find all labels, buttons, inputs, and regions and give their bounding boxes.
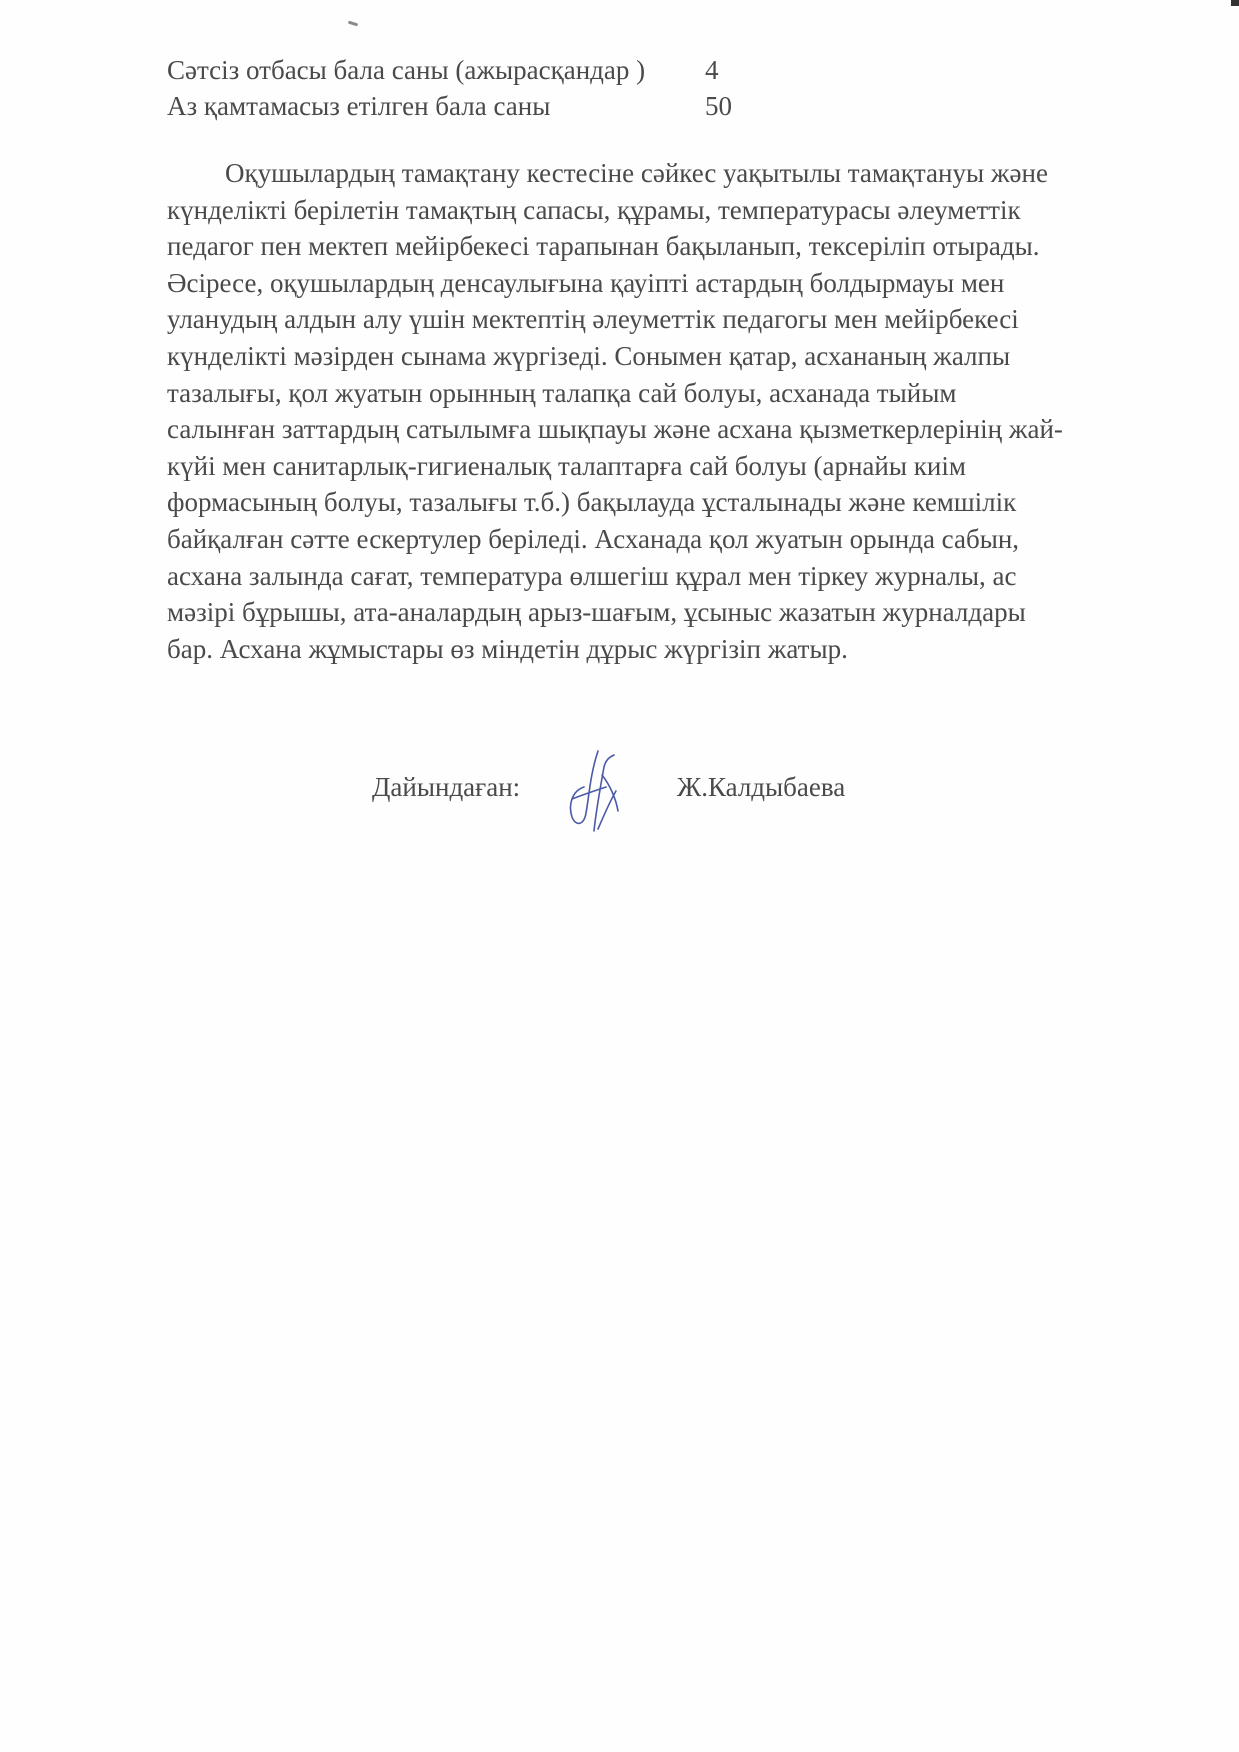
handwritten-signature-icon (554, 739, 634, 839)
author-name: Ж.Калдыбаева (677, 772, 846, 802)
paragraph-line: Әсіресе, оқушылардың денсаулығына қауіпті астардың болдырмауы мен (167, 267, 1005, 298)
paragraph-line: күнделікті мәзірден сынама жүргізеді. Сонымен қатар, асхананың жалпы (167, 340, 1011, 371)
paragraph-line: күнделікті берілетін тамақтың сапасы, құрамы, температурасы әлеуметтік (167, 194, 1021, 225)
paragraph-line: асхана залында сағат, температура өлшегіш құрал мен тіркеу журналы, ас (167, 560, 1017, 591)
stat-label: Сәтсіз отбасы бала саны (ажырасқандар ) (167, 55, 646, 85)
body-paragraph (167, 155, 1147, 667)
scan-artifact (348, 21, 358, 27)
paragraph-line: Оқушылардың тамақтану кестесіне сәйкес уақытылы тамақтануы және (225, 158, 1048, 188)
stat-value: 4 (705, 55, 719, 85)
prepared-by-label: Дайындаған: (372, 772, 521, 802)
stat-value: 50 (705, 91, 732, 121)
paragraph-line: күйі мен санитарлық-гигиеналық талаптарға сай болуы (арнайы киім (167, 450, 966, 481)
scan-corner-mark (1231, 0, 1239, 6)
stat-label: Аз қамтамасыз етілген бала саны (167, 91, 551, 121)
paragraph-line: педагог пен мектеп мейірбекесі тарапынан бақыланып, тексеріліп отырады. (167, 231, 1040, 262)
paragraph-line: бар. Асхана жұмыстары өз міндетін дұрыс жүргізіп жатыр. (167, 633, 848, 664)
paragraph-line: мәзірі бұрышы, ата-аналардың арыз-шағым, ұсыныс жазатын журналдары (167, 597, 1026, 628)
paragraph-line: байқалған сәтте ескертулер беріледі. Асханада қол жуатын орында сабын, (167, 523, 1020, 554)
paragraph-line: формасының болуы, тазалығы т.б.) бақылауда ұсталынады және кемшілік (167, 487, 1017, 518)
paragraph-line: уланудың алдын алу үшін мектептің әлеуметтік педагогы мен мейірбекесі (167, 304, 1019, 335)
paragraph-line: тазалығы, қол жуатын орынның талапқа сай болуы, асханада тыйым (167, 377, 957, 408)
paragraph-line: салынған заттардың сатылымға шықпауы және асхана қызметкерлерінің жай- (167, 414, 1063, 445)
